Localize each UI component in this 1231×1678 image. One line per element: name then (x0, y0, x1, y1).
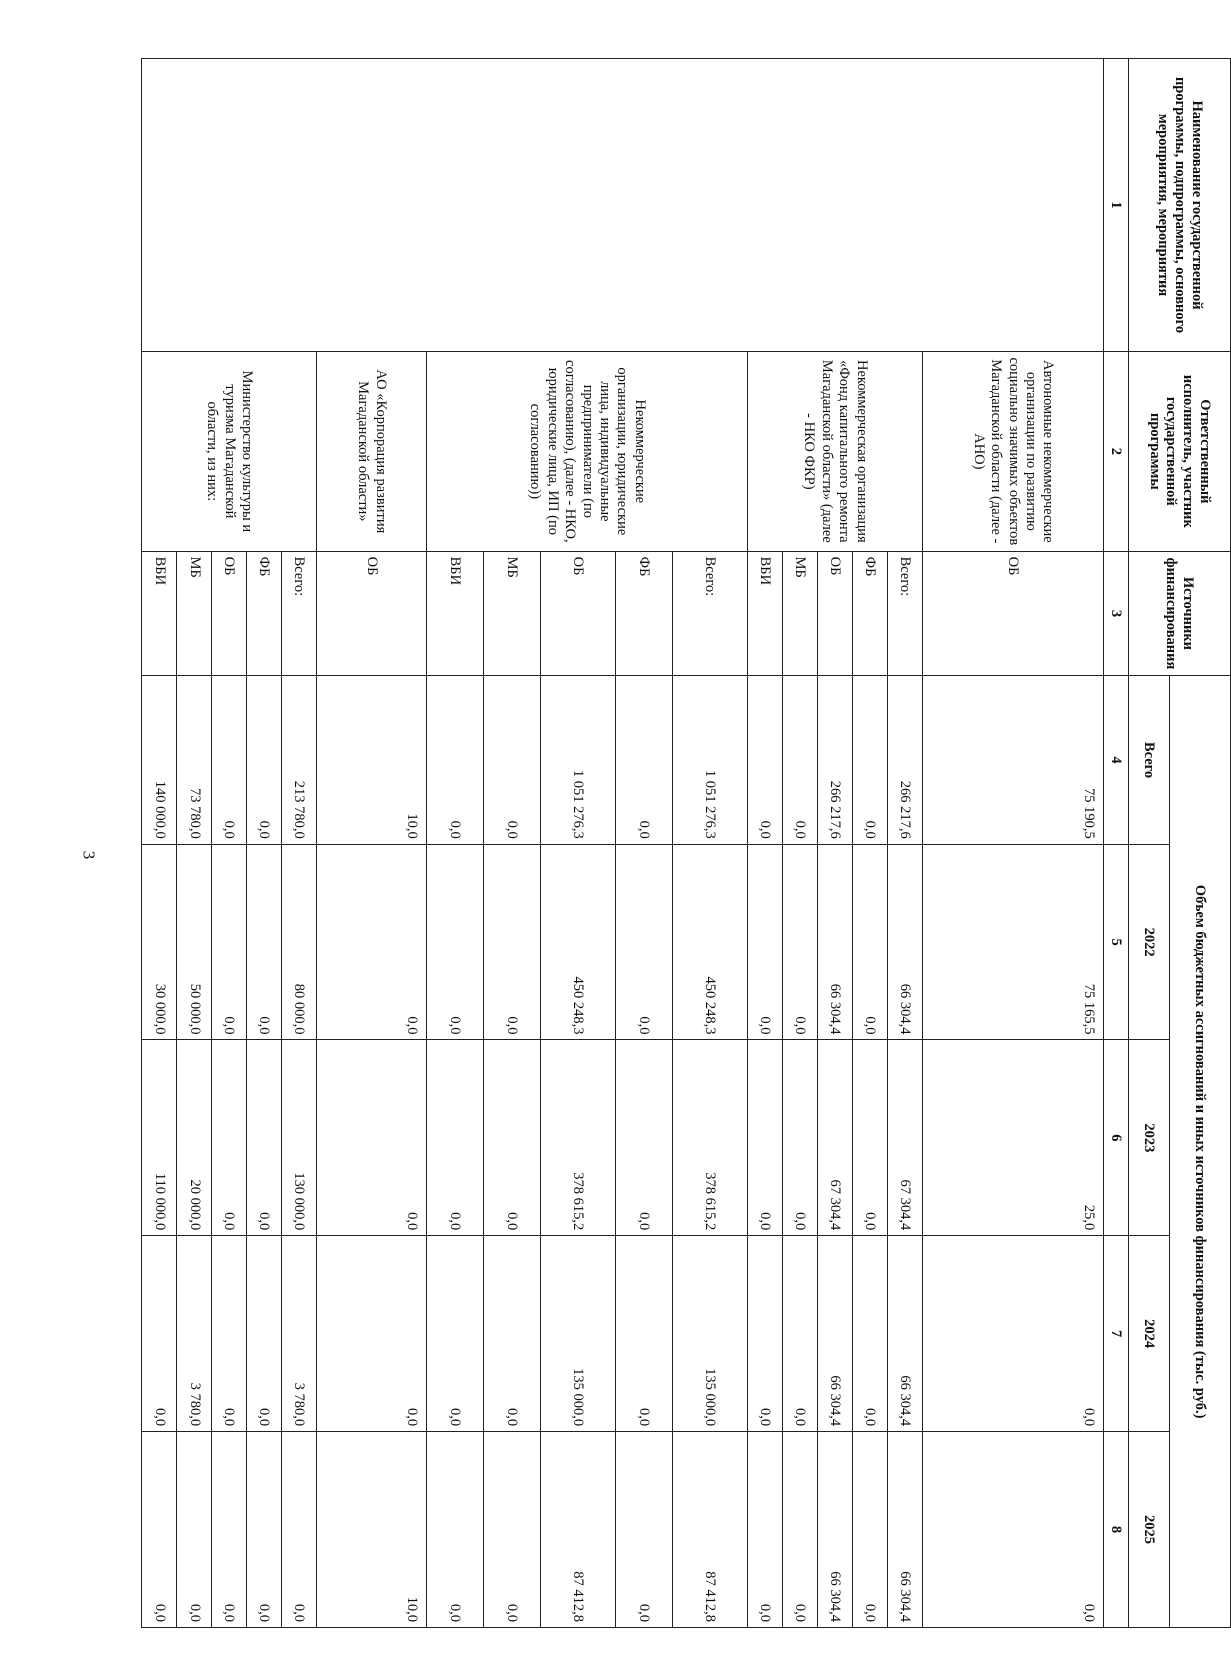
amount-2023: 0,0 (782, 1040, 817, 1236)
funding-source: ОБ (540, 551, 615, 676)
amount-total: 73 780,0 (177, 676, 212, 844)
amount-total: 266 217,6 (887, 676, 922, 844)
responsible-executor: Некоммерческие организации, юридические лица, индивидуальные предприниматели (по согласованию), (далее - НКО, юридические лица, ИП (по согласованию)) (426, 352, 747, 552)
amount-2023: 0,0 (316, 1040, 426, 1236)
amount-total: 1 051 276,3 (672, 676, 747, 844)
amount-total: 0,0 (246, 676, 281, 844)
amount-2022: 0,0 (316, 844, 426, 1040)
amount-2025: 0,0 (782, 1432, 817, 1628)
responsible-executor: АО «Корпорация развития Магаданской области» (316, 352, 426, 552)
amount-2024: 3 780,0 (177, 1236, 212, 1432)
amount-2022: 0,0 (615, 844, 672, 1040)
amount-2022: 50 000,0 (177, 844, 212, 1040)
amount-2022: 450 248,3 (540, 844, 615, 1040)
amount-2025: 66 304,4 (887, 1432, 922, 1628)
page-number: 3 (79, 850, 99, 860)
column-number: 2 (1104, 352, 1129, 552)
header-year-2023: 2023 (1129, 1040, 1170, 1236)
amount-2025: 87 412,8 (672, 1432, 747, 1628)
amount-total: 75 190,5 (922, 676, 1103, 844)
amount-2025: 0,0 (142, 1432, 177, 1628)
table-row (922, 59, 1103, 1628)
amount-2025: 0,0 (177, 1432, 212, 1628)
amount-2024: 0,0 (615, 1236, 672, 1432)
amount-2024: 0,0 (211, 1236, 246, 1432)
amount-2022: 0,0 (246, 844, 281, 1040)
amount-total: 1 051 276,3 (540, 676, 615, 844)
amount-total: 0,0 (782, 676, 817, 844)
funding-source: МБ (483, 551, 540, 676)
amount-2022: 30 000,0 (142, 844, 177, 1040)
amount-2025: 0,0 (747, 1432, 782, 1628)
amount-2023: 0,0 (615, 1040, 672, 1236)
amount-2023: 67 304,4 (887, 1040, 922, 1236)
amount-2022: 0,0 (426, 844, 483, 1040)
column-number: 6 (1104, 1040, 1129, 1236)
amount-2024: 0,0 (246, 1236, 281, 1432)
column-number: 3 (1104, 551, 1129, 676)
amount-2024: 0,0 (747, 1236, 782, 1432)
funding-table-body (142, 59, 1104, 1628)
header-year-2022: 2022 (1129, 844, 1170, 1040)
amount-2023: 25,0 (922, 1040, 1103, 1236)
funding-source: ОБ (817, 551, 852, 676)
amount-2022: 75 165,5 (922, 844, 1103, 1040)
amount-2022: 0,0 (483, 844, 540, 1040)
amount-2024: 0,0 (922, 1236, 1103, 1432)
amount-2025: 10,0 (316, 1432, 426, 1628)
amount-2025: 0,0 (922, 1432, 1103, 1628)
amount-2023: 0,0 (747, 1040, 782, 1236)
amount-2024: 0,0 (852, 1236, 887, 1432)
amount-2024: 0,0 (782, 1236, 817, 1432)
funding-source: МБ (782, 551, 817, 676)
column-number: 4 (1104, 676, 1129, 844)
header-source: Источники финансирования (1129, 551, 1231, 676)
amount-2025: 0,0 (483, 1432, 540, 1628)
amount-2025: 87 412,8 (540, 1432, 615, 1628)
funding-source: Всего: (672, 551, 747, 676)
amount-total: 213 780,0 (281, 676, 316, 844)
amount-2025: 0,0 (615, 1432, 672, 1628)
funding-source: ОБ (316, 551, 426, 676)
header-responsible: Ответственный исполнитель, участник государственной программы (1129, 352, 1231, 552)
amount-2023: 20 000,0 (177, 1040, 212, 1236)
amount-2022: 0,0 (782, 844, 817, 1040)
amount-total: 266 217,6 (817, 676, 852, 844)
amount-2023: 130 000,0 (281, 1040, 316, 1236)
amount-2022: 0,0 (852, 844, 887, 1040)
amount-2025: 0,0 (211, 1432, 246, 1628)
funding-source: ВБИ (426, 551, 483, 676)
amount-2024: 66 304,4 (887, 1236, 922, 1432)
amount-2023: 0,0 (483, 1040, 540, 1236)
amount-2023: 0,0 (426, 1040, 483, 1236)
amount-2022: 0,0 (211, 844, 246, 1040)
responsible-executor: Автономные некоммерческие организации по развитию социально значимых объектов Магаданской области (далее - АНО) (922, 352, 1103, 552)
responsible-executor: Министерство культуры и туризма Магаданской области, из них: (142, 352, 317, 552)
amount-2024: 0,0 (316, 1236, 426, 1432)
amount-total: 0,0 (615, 676, 672, 844)
amount-2024: 135 000,0 (672, 1236, 747, 1432)
column-number: 1 (1104, 59, 1129, 352)
amount-total: 0,0 (852, 676, 887, 844)
amount-total: 0,0 (426, 676, 483, 844)
funding-source: ФБ (246, 551, 281, 676)
amount-2025: 66 304,4 (817, 1432, 852, 1628)
amount-total: 10,0 (316, 676, 426, 844)
amount-total: 0,0 (483, 676, 540, 844)
header-volume: Объем бюджетных ассигнований и иных источников финансирования (тыс. руб.) (1170, 676, 1231, 1628)
amount-2024: 0,0 (483, 1236, 540, 1432)
amount-total: 140 000,0 (142, 676, 177, 844)
amount-2024: 66 304,4 (817, 1236, 852, 1432)
amount-2022: 66 304,4 (887, 844, 922, 1040)
amount-2023: 67 304,4 (817, 1040, 852, 1236)
amount-2023: 0,0 (246, 1040, 281, 1236)
responsible-executor: Некоммерческая организация «Фонд капитального ремонта Магаданской области» (далее - НКО ФКР) (747, 352, 922, 552)
header-name: Наименование государственной программы, подпрограммы, основного мероприятия, мероприятия (1129, 59, 1231, 352)
column-number: 5 (1104, 844, 1129, 1040)
column-number: 8 (1104, 1432, 1129, 1628)
amount-2022: 450 248,3 (672, 844, 747, 1040)
funding-table-container (141, 58, 1231, 1628)
amount-2024: 135 000,0 (540, 1236, 615, 1432)
header-total: Всего (1129, 676, 1170, 844)
amount-2025: 0,0 (246, 1432, 281, 1628)
amount-2025: 0,0 (852, 1432, 887, 1628)
funding-source: ФБ (615, 551, 672, 676)
amount-2023: 110 000,0 (142, 1040, 177, 1236)
funding-source: МБ (177, 551, 212, 676)
amount-2024: 0,0 (142, 1236, 177, 1432)
amount-2022: 0,0 (747, 844, 782, 1040)
amount-2024: 0,0 (426, 1236, 483, 1432)
funding-source: ВБИ (142, 551, 177, 676)
amount-2023: 378 615,2 (540, 1040, 615, 1236)
funding-table (141, 58, 1231, 1628)
amount-2023: 0,0 (852, 1040, 887, 1236)
program-name-cell (142, 59, 1104, 352)
funding-source: ВБИ (747, 551, 782, 676)
header-year-2025: 2025 (1129, 1432, 1170, 1628)
amount-total: 0,0 (211, 676, 246, 844)
funding-source: ФБ (852, 551, 887, 676)
funding-source: ОБ (922, 551, 1103, 676)
header-year-2024: 2024 (1129, 1236, 1170, 1432)
funding-source: Всего: (887, 551, 922, 676)
amount-2025: 0,0 (426, 1432, 483, 1628)
amount-total: 0,0 (747, 676, 782, 844)
funding-source: Всего: (281, 551, 316, 676)
amount-2023: 378 615,2 (672, 1040, 747, 1236)
amount-2024: 3 780,0 (281, 1236, 316, 1432)
amount-2022: 66 304,4 (817, 844, 852, 1040)
amount-2023: 0,0 (211, 1040, 246, 1236)
column-number: 7 (1104, 1236, 1129, 1432)
funding-source: ОБ (211, 551, 246, 676)
amount-2025: 0,0 (281, 1432, 316, 1628)
amount-2022: 80 000,0 (281, 844, 316, 1040)
